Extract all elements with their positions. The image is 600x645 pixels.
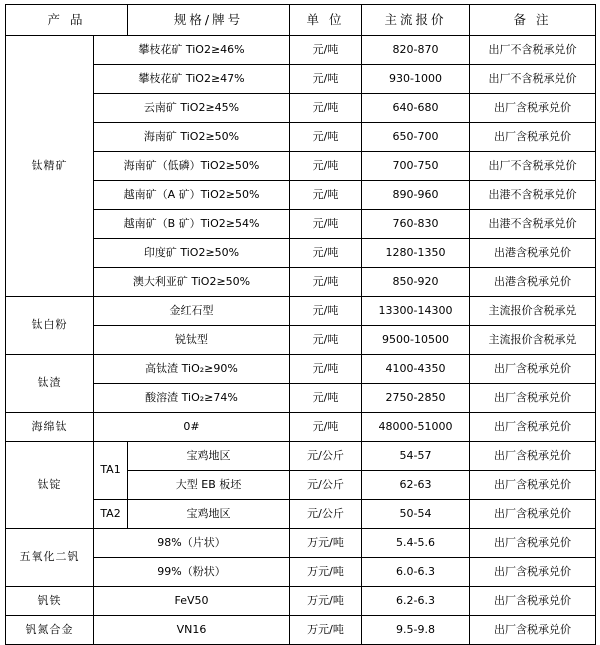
price-cell: 9.5-9.8 bbox=[362, 616, 470, 645]
unit-cell: 元/吨 bbox=[290, 355, 362, 384]
note-cell: 出厂含税承兑价 bbox=[470, 558, 596, 587]
price-cell: 760-830 bbox=[362, 210, 470, 239]
spec-cell: 澳大利亚矿 TiO2≥50% bbox=[94, 268, 290, 297]
price-cell: 700-750 bbox=[362, 152, 470, 181]
note-cell: 出厂不含税承兑价 bbox=[470, 65, 596, 94]
spec-cell: 大型 EB 板坯 bbox=[128, 471, 290, 500]
table-row bbox=[6, 529, 596, 558]
spec-cell: 攀枝花矿 TiO2≥46% bbox=[94, 36, 290, 65]
unit-cell: 元/吨 bbox=[290, 65, 362, 94]
table-body bbox=[6, 36, 596, 645]
category-cell: 钒铁 bbox=[6, 587, 94, 616]
header-spec: 规格/牌号 bbox=[128, 5, 290, 36]
table-row bbox=[6, 558, 596, 587]
note-cell: 主流报价含税承兑 bbox=[470, 326, 596, 355]
header-row bbox=[6, 5, 596, 36]
unit-cell: 元/吨 bbox=[290, 36, 362, 65]
note-cell: 出厂含税承兑价 bbox=[470, 616, 596, 645]
unit-cell: 元/公斤 bbox=[290, 442, 362, 471]
price-cell: 4100-4350 bbox=[362, 355, 470, 384]
price-cell: 2750-2850 bbox=[362, 384, 470, 413]
note-cell: 出港含税承兑价 bbox=[470, 268, 596, 297]
price-cell: 62-63 bbox=[362, 471, 470, 500]
note-cell: 出厂含税承兑价 bbox=[470, 384, 596, 413]
unit-cell: 元/公斤 bbox=[290, 471, 362, 500]
table-row bbox=[6, 268, 596, 297]
note-cell: 出厂含税承兑价 bbox=[470, 529, 596, 558]
unit-cell: 元/吨 bbox=[290, 268, 362, 297]
price-cell: 850-920 bbox=[362, 268, 470, 297]
spec-cell: 海南矿 TiO2≥50% bbox=[94, 123, 290, 152]
price-cell: 6.2-6.3 bbox=[362, 587, 470, 616]
price-cell: 820-870 bbox=[362, 36, 470, 65]
price-cell: 890-960 bbox=[362, 181, 470, 210]
unit-cell: 元/吨 bbox=[290, 384, 362, 413]
price-cell: 50-54 bbox=[362, 500, 470, 529]
price-cell: 640-680 bbox=[362, 94, 470, 123]
table-row bbox=[6, 384, 596, 413]
unit-cell: 元/吨 bbox=[290, 239, 362, 268]
price-cell: 5.4-5.6 bbox=[362, 529, 470, 558]
header-product: 产 品 bbox=[6, 5, 128, 36]
table-row bbox=[6, 36, 596, 65]
category-cell: 钛精矿 bbox=[6, 36, 94, 297]
table-row bbox=[6, 616, 596, 645]
price-cell: 48000-51000 bbox=[362, 413, 470, 442]
table-row bbox=[6, 326, 596, 355]
table-row bbox=[6, 94, 596, 123]
unit-cell: 万元/吨 bbox=[290, 558, 362, 587]
spec-cell: 0# bbox=[94, 413, 290, 442]
note-cell: 出厂含税承兑价 bbox=[470, 587, 596, 616]
category-cell: 五氧化二钒 bbox=[6, 529, 94, 587]
unit-cell: 元/吨 bbox=[290, 297, 362, 326]
table-row bbox=[6, 210, 596, 239]
spec-cell: FeV50 bbox=[94, 587, 290, 616]
spec-cell: 印度矿 TiO2≥50% bbox=[94, 239, 290, 268]
note-cell: 出港不含税承兑价 bbox=[470, 210, 596, 239]
table-row bbox=[6, 413, 596, 442]
note-cell: 出厂含税承兑价 bbox=[470, 355, 596, 384]
category-cell: 海绵钛 bbox=[6, 413, 94, 442]
table-row bbox=[6, 65, 596, 94]
table-row bbox=[6, 442, 596, 471]
table-row bbox=[6, 239, 596, 268]
grade-cell: TA2 bbox=[94, 500, 128, 529]
spec-cell: 宝鸡地区 bbox=[128, 442, 290, 471]
spec-cell: 海南矿（低磷）TiO2≥50% bbox=[94, 152, 290, 181]
price-cell: 930-1000 bbox=[362, 65, 470, 94]
unit-cell: 元/吨 bbox=[290, 152, 362, 181]
unit-cell: 元/吨 bbox=[290, 413, 362, 442]
price-table bbox=[5, 4, 596, 645]
price-cell: 9500-10500 bbox=[362, 326, 470, 355]
unit-cell: 元/吨 bbox=[290, 123, 362, 152]
spec-cell: 攀枝花矿 TiO2≥47% bbox=[94, 65, 290, 94]
spec-cell: 99%（粉状） bbox=[94, 558, 290, 587]
price-cell: 650-700 bbox=[362, 123, 470, 152]
spec-cell: 高钛渣 TiO₂≥90% bbox=[94, 355, 290, 384]
unit-cell: 元/吨 bbox=[290, 210, 362, 239]
price-cell: 54-57 bbox=[362, 442, 470, 471]
table-header bbox=[6, 5, 596, 36]
table-row bbox=[6, 355, 596, 384]
note-cell: 出厂含税承兑价 bbox=[470, 471, 596, 500]
unit-cell: 万元/吨 bbox=[290, 616, 362, 645]
spec-cell: 越南矿（B 矿）TiO2≥54% bbox=[94, 210, 290, 239]
category-cell: 钒氮合金 bbox=[6, 616, 94, 645]
spec-cell: 宝鸡地区 bbox=[128, 500, 290, 529]
unit-cell: 元/吨 bbox=[290, 94, 362, 123]
note-cell: 出厂含税承兑价 bbox=[470, 442, 596, 471]
spec-cell: VN16 bbox=[94, 616, 290, 645]
note-cell: 主流报价含税承兑 bbox=[470, 297, 596, 326]
grade-cell: TA1 bbox=[94, 442, 128, 500]
note-cell: 出厂不含税承兑价 bbox=[470, 36, 596, 65]
note-cell: 出厂含税承兑价 bbox=[470, 123, 596, 152]
category-cell: 钛渣 bbox=[6, 355, 94, 413]
table-row bbox=[6, 152, 596, 181]
spec-cell: 锐钛型 bbox=[94, 326, 290, 355]
note-cell: 出厂含税承兑价 bbox=[470, 500, 596, 529]
note-cell: 出厂含税承兑价 bbox=[470, 413, 596, 442]
table-row bbox=[6, 181, 596, 210]
table-row bbox=[6, 587, 596, 616]
price-cell: 6.0-6.3 bbox=[362, 558, 470, 587]
unit-cell: 元/吨 bbox=[290, 326, 362, 355]
category-cell: 钛白粉 bbox=[6, 297, 94, 355]
spec-cell: 云南矿 TiO2≥45% bbox=[94, 94, 290, 123]
unit-cell: 元/公斤 bbox=[290, 500, 362, 529]
spec-cell: 金红石型 bbox=[94, 297, 290, 326]
table-row bbox=[6, 123, 596, 152]
spec-cell: 越南矿（A 矿）TiO2≥50% bbox=[94, 181, 290, 210]
price-cell: 1280-1350 bbox=[362, 239, 470, 268]
unit-cell: 元/吨 bbox=[290, 181, 362, 210]
unit-cell: 万元/吨 bbox=[290, 587, 362, 616]
header-price: 主流报价 bbox=[362, 5, 470, 36]
unit-cell: 万元/吨 bbox=[290, 529, 362, 558]
note-cell: 出港不含税承兑价 bbox=[470, 181, 596, 210]
category-cell: 钛锭 bbox=[6, 442, 94, 529]
spec-cell: 酸溶渣 TiO₂≥74% bbox=[94, 384, 290, 413]
table-row bbox=[6, 297, 596, 326]
header-note: 备 注 bbox=[470, 5, 596, 36]
note-cell: 出厂不含税承兑价 bbox=[470, 152, 596, 181]
note-cell: 出港含税承兑价 bbox=[470, 239, 596, 268]
spec-cell: 98%（片状） bbox=[94, 529, 290, 558]
header-unit: 单 位 bbox=[290, 5, 362, 36]
price-cell: 13300-14300 bbox=[362, 297, 470, 326]
note-cell: 出厂含税承兑价 bbox=[470, 94, 596, 123]
table-row bbox=[6, 500, 596, 529]
